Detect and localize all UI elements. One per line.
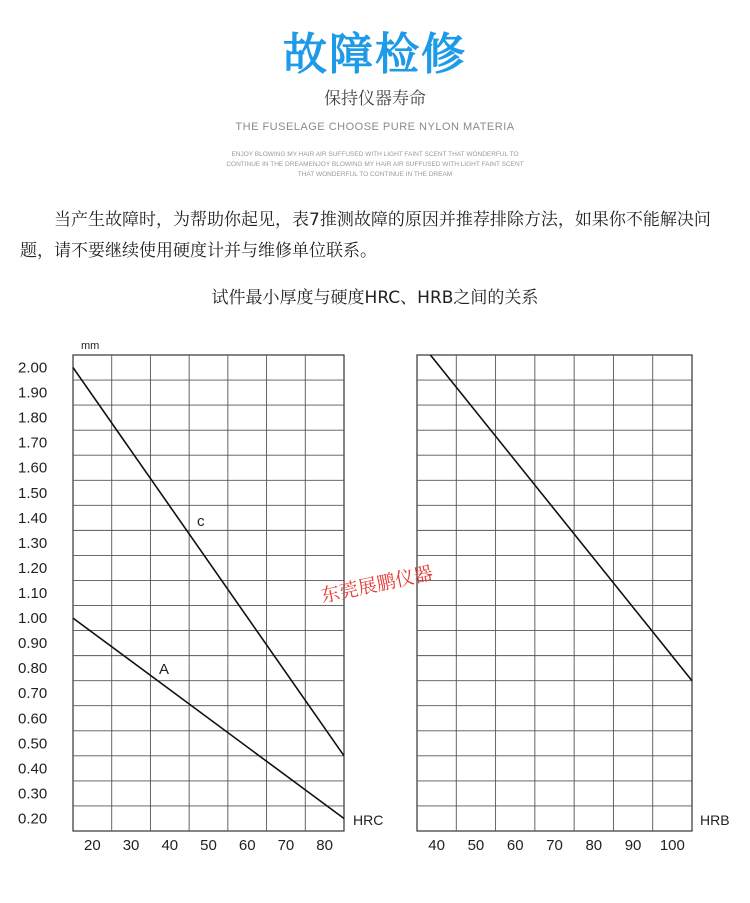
y-tick-label: 1.10: [18, 585, 48, 602]
page-title: 故障检修: [283, 29, 467, 80]
page-subtitle: 保持仪器寿命: [324, 89, 426, 109]
y-tick-label: 2.00: [18, 359, 48, 377]
x-tick-label: 90: [624, 837, 642, 854]
y-tick-label: 1.50: [18, 484, 48, 502]
x-tick-label: 60: [506, 837, 524, 854]
y-tick-label: 1.40: [18, 509, 48, 527]
y-tick-label: 1.30: [18, 534, 48, 552]
y-tick-label: 1.70: [18, 434, 48, 452]
y-tick-label: 1.20: [18, 559, 48, 577]
y-tick-label: 1.00: [18, 610, 48, 628]
x-tick-label: 60: [238, 837, 256, 854]
english-small-line: ENJOY BLOWING MY HAIR AIR SUFFUSED WITH LIGHT FAINT SCENT THAT WONDERFUL TO: [231, 151, 519, 158]
english-tagline: THE FUSELAGE CHOOSE PURE NYLON MATERIA: [235, 121, 515, 133]
x-tick-label: 80: [585, 837, 603, 854]
x-tick-label: 80: [316, 837, 333, 854]
y-tick-label: 0.30: [18, 785, 48, 803]
y-tick-label: 0.40: [18, 760, 48, 778]
y-axis-unit-label: mm: [81, 340, 100, 352]
x-tick-label: 40: [428, 837, 445, 854]
x-tick-label: 50: [467, 837, 485, 854]
hrc-axis-label: HRC: [353, 812, 384, 828]
chart-heading: 试件最小厚度与硬度HRC、HRB之间的关系: [211, 288, 539, 308]
x-tick-label: 70: [546, 837, 563, 854]
x-tick-label: 100: [659, 837, 685, 854]
y-tick-label: 1.80: [18, 409, 48, 427]
english-small-line: THAT WONDERFUL TO CONTINUE IN THE DREAM: [297, 171, 453, 178]
x-tick-label: 20: [84, 837, 101, 854]
y-tick-label: 0.90: [18, 635, 48, 653]
y-tick-label: 0.70: [18, 685, 48, 703]
y-tick-label: 1.60: [18, 459, 48, 477]
chart-frame: [417, 355, 692, 831]
english-small-line: CONTINUE IN THE DREAMENJOY BLOWING MY HAIR AIR SUFFUSED WITH LIGHT FAINT SCENT: [226, 161, 524, 168]
x-tick-label: 30: [122, 837, 140, 854]
hrb-axis-label: HRB: [700, 812, 730, 828]
y-tick-label: 0.20: [18, 810, 48, 828]
series-line-c: [73, 368, 344, 756]
y-tick-label: 0.60: [18, 710, 48, 728]
instruction-paragraph: 当产生故障时，为帮助你起见，表7推测故障的原因并推荐排除方法，如果你不能解决问题，请不要继续使用硬度计并与维修单位联系。: [20, 210, 711, 261]
series-label-c: c: [197, 513, 205, 530]
x-tick-label: 40: [161, 837, 179, 854]
x-tick-label: 50: [200, 837, 217, 854]
y-tick-label: 1.90: [18, 384, 48, 402]
series-label-a: A: [159, 661, 170, 678]
watermark: 东莞展鹏仪器: [318, 562, 435, 608]
y-tick-label: 0.50: [18, 735, 48, 753]
y-tick-label: 0.80: [18, 660, 48, 678]
x-tick-label: 70: [277, 837, 295, 854]
series-line-a: [73, 618, 344, 818]
